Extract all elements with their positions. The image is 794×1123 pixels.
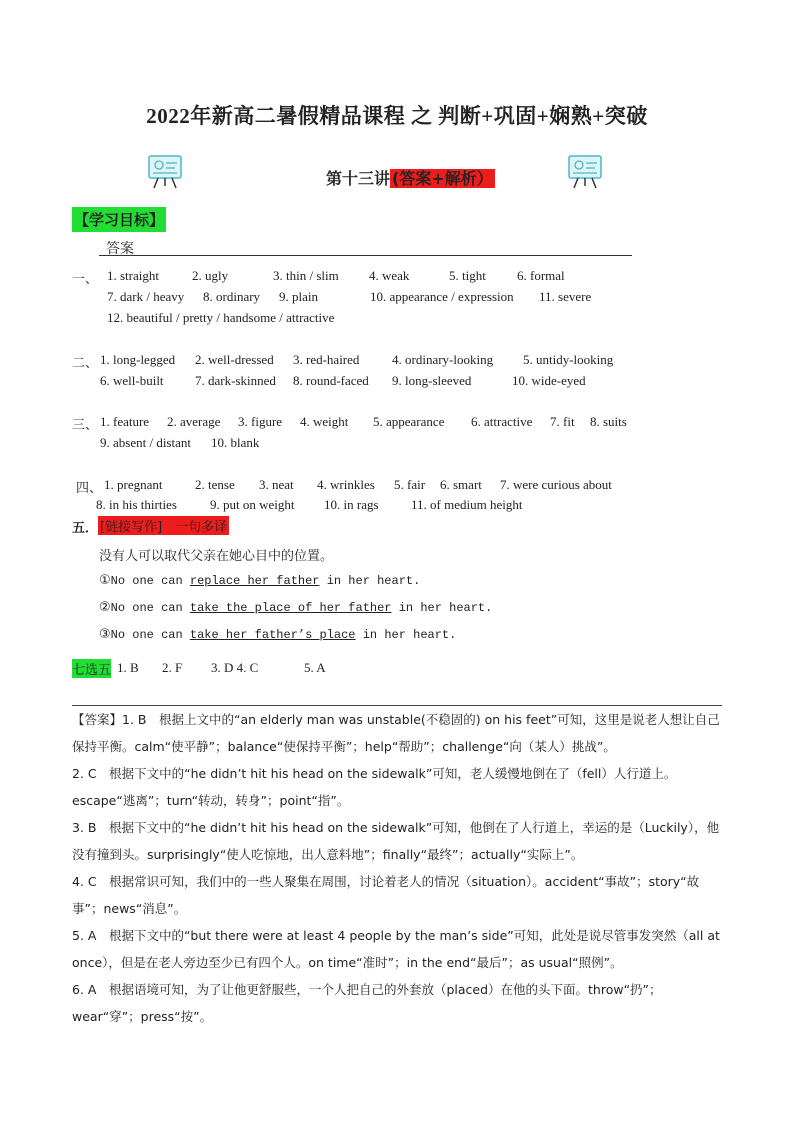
translation-2 (99, 600, 492, 615)
answer-item: 5. fair (394, 477, 426, 492)
answer-item: 5. A (304, 660, 326, 675)
answer-item: 5. appearance (373, 414, 445, 429)
page-title: 2022年新高二暑假精品课程 之 判断+巩固+娴熟+突破 (146, 104, 648, 128)
translation-text: in her heart. (355, 628, 457, 642)
answer-item: 1. long-legged (100, 352, 176, 367)
answer-item: 10. blank (211, 435, 260, 450)
answer-item: 2. tense (195, 477, 235, 492)
answer-item: 8. in his thirties (96, 497, 177, 512)
answer-item: 9. absent / distant (100, 435, 191, 450)
translation-underlined: take the place of her father (189, 601, 392, 615)
answer-item: 9. plain (279, 289, 318, 304)
answer-item: 4. weight (300, 414, 349, 429)
presentation-board-icon (566, 152, 604, 190)
answer-item: 7. were curious about (500, 477, 612, 492)
learning-goal-tag: 【学习目标】 (72, 207, 166, 232)
translation-underlined: take her father’s place (189, 628, 356, 642)
answer-item: 2. well-dressed (195, 352, 274, 367)
answer-item: 4. wrinkles (317, 477, 375, 492)
answer-item: 5. untidy-looking (523, 352, 614, 367)
answer-item: 10. in rags (324, 497, 379, 512)
section-1-number: 一、 (72, 272, 99, 287)
explanation-2: 2. C 根据下文中的“he didn’t hit his head on the sidewalk”可知，老人缓慢地倒在了（fell）人行道上。escape“逃离”；turn“转动，转身”；point“指”。 (72, 766, 677, 808)
section-2-number: 二、 (72, 356, 99, 371)
answer-heading: 答案 (106, 241, 134, 257)
answer-item: 5. tight (449, 268, 486, 283)
lesson-number: 第十三讲 (326, 169, 391, 188)
answer-item: 2. average (167, 414, 221, 429)
writing-link-tag: [链接写作] 一句多译 (98, 516, 229, 535)
answer-item: 7. fit (550, 414, 575, 429)
answer-item: 4. ordinary-looking (392, 352, 494, 367)
explanation-6: 6. A 根据语境可知，为了让他更舒服些，一个人把自己的外套放（placed）在他的头下面。throw“扔”；wear“穿”；press“按”。 (72, 982, 662, 1024)
answer-item: 2. F (162, 660, 183, 675)
translation-underlined: replace her father (189, 574, 320, 588)
answer-item: 3. red-haired (293, 352, 360, 367)
translation-mark: ③ (99, 627, 111, 642)
section-4-number: 四、 (76, 481, 103, 496)
answer-item: 6. attractive (471, 414, 533, 429)
answer-item: 3. neat (259, 477, 294, 492)
answer-item: 6. smart (440, 477, 482, 492)
answer-item: 1. pregnant (104, 477, 163, 492)
translation-mark: ② (99, 600, 111, 615)
presentation-board-icon (146, 152, 184, 190)
answer-divider (99, 255, 632, 256)
translation-text: in her heart. (319, 574, 421, 588)
answer-analysis-tag: (答案+解析） (392, 169, 493, 188)
answer-item: 9. put on weight (210, 497, 295, 512)
answer-item: 11. severe (539, 289, 592, 304)
seven-choose-five-tag: 七选五 (72, 659, 111, 678)
explanation-5: 5. A 根据下文中的“but there were at least 4 people by the man’s side”可知，此处是说尽管事发突然（all at once），但是在老人旁边至少已有四个人。on time“准时”；in the end“最后”；as usual“照例”。 (72, 928, 720, 970)
explanation-1: 【答案】1. B 根据上文中的“an elderly man was unstable(不稳固的) on his feet”可知，这里是说老人想让自己保持平衡。calm“使平静”；balance“使保持平衡”；help“帮助”；challenge“向（某人）挑战”。 (72, 712, 720, 754)
answer-item: 3. thin / slim (273, 268, 339, 283)
translation-1 (99, 573, 420, 588)
explanation-4: 4. C 根据常识可知，我们中的一些人聚集在周围，讨论着老人的情况（situation）。accident“事故”；story“故事”；news“消息”。 (72, 874, 700, 916)
answer-item: 1. B (117, 660, 139, 675)
section-5-number: 五． (72, 521, 99, 536)
answer-item: 6. well-built (100, 373, 164, 388)
answer-item: 1. feature (100, 414, 150, 429)
answer-item: 11. of medium height (411, 497, 523, 512)
explanation-3: 3. B 根据下文中的“he didn’t hit his head on the sidewalk”可知，他倒在了人行道上，幸运的是（Luckily），他没有撞到头。surprisingly“使人吃惊地，出人意料地”；finally“最终”；actually“实际上”。 (72, 820, 720, 862)
lesson-heading (326, 166, 495, 189)
answer-item: 1. straight (107, 268, 159, 283)
answer-item: 10. appearance / expression (370, 289, 514, 304)
answer-item: 10. wide-eyed (512, 373, 586, 388)
explanation-list (72, 706, 724, 1030)
section-3-number: 三、 (72, 418, 99, 433)
answer-item: 7. dark / heavy (107, 289, 185, 304)
answer-item: 6. formal (517, 268, 565, 283)
answer-item: 7. dark-skinned (195, 373, 276, 388)
answer-item: 3. D 4. C (211, 660, 259, 675)
chinese-sentence: 没有人可以取代父亲在她心目中的位置。 (99, 549, 334, 564)
translation-mark: ① (99, 573, 111, 588)
answer-item: 2. ugly (192, 268, 229, 283)
answer-item: 9. long-sleeved (392, 373, 472, 388)
answer-item: 8. round-faced (293, 373, 369, 388)
answer-item: 8. suits (590, 414, 627, 429)
section-1-row-3: 12. beautiful / pretty / handsome / attractive (107, 310, 335, 325)
translation-text: No one can (110, 574, 190, 588)
translation-text: No one can (110, 628, 190, 642)
answer-item: 3. figure (238, 414, 283, 429)
answer-item: 8. ordinary (203, 289, 261, 304)
translation-3 (99, 627, 456, 642)
translation-text: No one can (110, 601, 190, 615)
translation-text: in her heart. (391, 601, 493, 615)
answer-item: 4. weak (369, 268, 410, 283)
